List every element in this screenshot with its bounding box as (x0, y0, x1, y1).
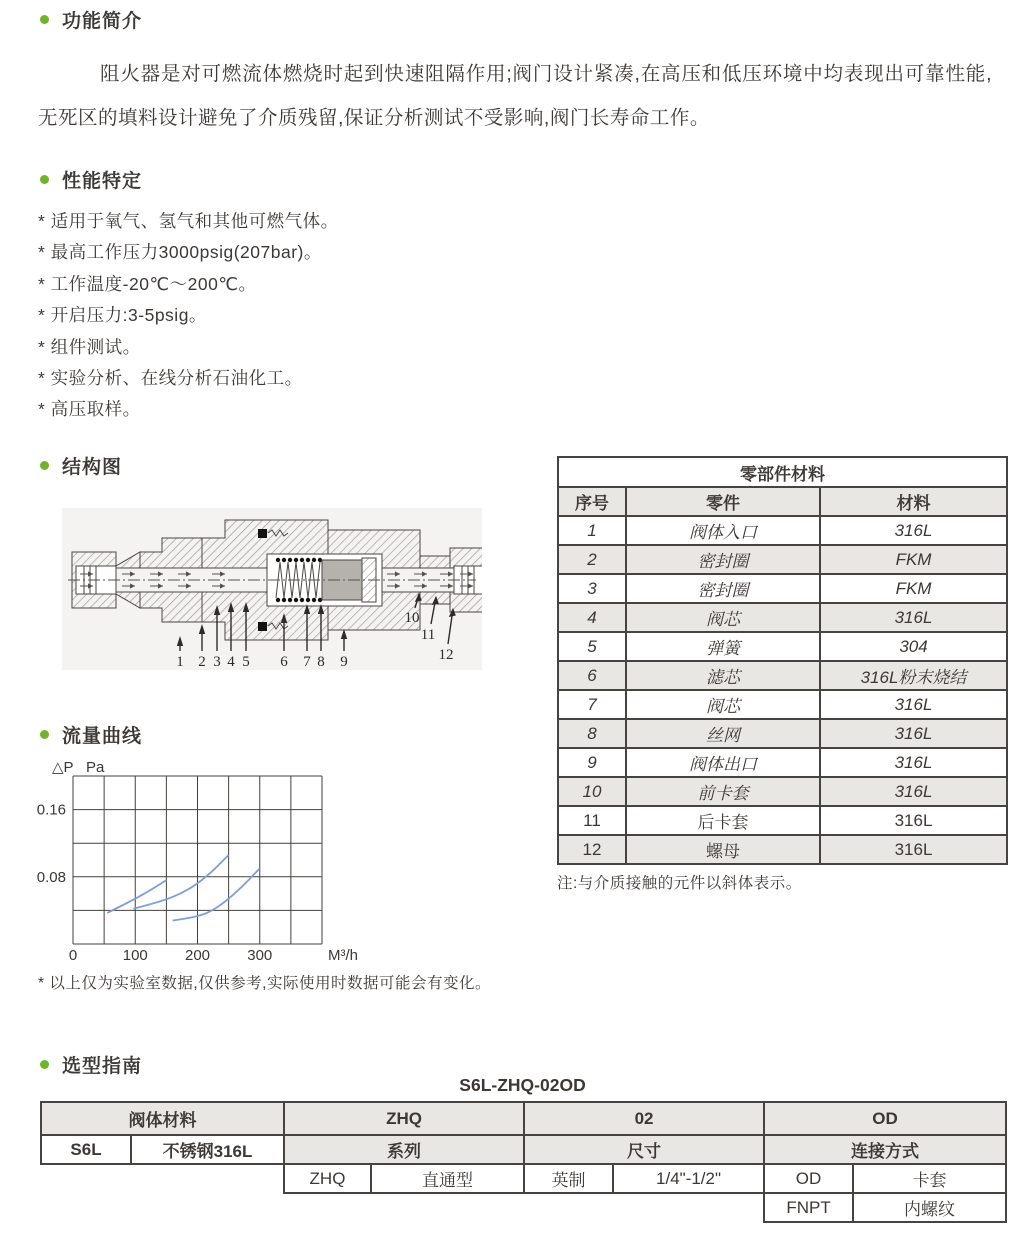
intro-paragraph: 阻火器是对可燃流体燃烧时起到快速阻隔作用;阀门设计紧凑,在高压和低压环境中均表现出可靠性能,无死区的填料设计避免了介质残留,保证分析测试不受影响,阀门长寿命工作。 (38, 63, 992, 129)
flow-curve-chart (28, 754, 373, 971)
structure-diagram (62, 508, 482, 675)
x-tick-label: 0 (68, 947, 78, 964)
part-material: 316L (820, 835, 1007, 864)
part-name: 密封圈 (626, 545, 820, 574)
part-material: 316L粉末烧结 (820, 661, 1007, 690)
section-flowcurve-title: 流量曲线 (62, 726, 143, 747)
part-material: 316L (820, 603, 1007, 632)
svg-text:2: 2 (198, 654, 206, 670)
svg-text:10: 10 (404, 610, 420, 626)
part-no: 8 (558, 719, 626, 748)
feature-item: * 高压取样。 (38, 399, 141, 420)
section-selection-header (40, 1051, 142, 1078)
part-no: 10 (558, 777, 626, 806)
part-no: 5 (558, 632, 626, 661)
column-header: 零件 (626, 487, 820, 516)
parts-material-table (557, 456, 1008, 865)
part-material: 316L (820, 748, 1007, 777)
feature-list (38, 206, 339, 426)
part-name: 丝网 (626, 719, 820, 748)
size-label: 尺寸 (524, 1135, 764, 1164)
part-no: 11 (558, 806, 626, 835)
feature-item: * 工作温度-20℃～200℃。 (38, 273, 257, 294)
part-name: 滤芯 (626, 661, 820, 690)
svg-text:7: 7 (303, 654, 311, 670)
selection-guide-table (40, 1101, 1007, 1223)
parts-table-title: 零部件材料 (558, 457, 1007, 487)
y-axis-symbol: △P (52, 759, 74, 776)
section-features-header (40, 166, 142, 193)
empty-cell (41, 1164, 284, 1193)
x-axis-unit: M³/h (328, 947, 358, 964)
part-name: 前卡套 (626, 777, 820, 806)
series-label: 系列 (284, 1135, 524, 1164)
part-material: 316L (820, 719, 1007, 748)
part-name: 阀体出口 (626, 748, 820, 777)
flow-curve (133, 855, 228, 909)
feature-item: * 开启压力:3-5psig。 (38, 305, 207, 326)
part-no: 9 (558, 748, 626, 777)
part-name: 密封圈 (626, 574, 820, 603)
svg-text:4: 4 (227, 654, 235, 670)
svg-text:1: 1 (176, 654, 184, 670)
part-no: 3 (558, 574, 626, 603)
part-no: 4 (558, 603, 626, 632)
part-no: 1 (558, 516, 626, 545)
svg-text:5: 5 (242, 654, 250, 670)
bullet-icon (40, 730, 49, 739)
section-structure-title: 结构图 (62, 457, 123, 478)
section-intro-header (40, 6, 142, 33)
series-value: 直通型 (371, 1164, 524, 1193)
part-name: 螺母 (626, 835, 820, 864)
section-selection-title: 选型指南 (62, 1056, 143, 1077)
column-header: 材料 (820, 487, 1007, 516)
section-structure-header (40, 452, 122, 479)
feature-item: * 实验分析、在线分析石油化工。 (38, 368, 303, 389)
x-tick-label: 200 (184, 947, 211, 964)
part-name: 阀芯 (626, 603, 820, 632)
feature-item: * 最高工作压力3000psig(207bar)。 (38, 242, 322, 263)
part-name: 弹簧 (626, 632, 820, 661)
part-no: 6 (558, 661, 626, 690)
bullet-icon (40, 15, 49, 24)
feature-item: * 组件测试。 (38, 336, 141, 357)
x-tick-label: 300 (247, 947, 273, 964)
part-name: 阀体入口 (626, 516, 820, 545)
section-flowcurve-header (40, 721, 142, 748)
parts-table-note: 注:与介质接触的元件以斜体表示。 (557, 875, 802, 892)
section-features-title: 性能特定 (62, 171, 143, 192)
svg-text:12: 12 (438, 647, 454, 663)
valve-cross-section-drawing (62, 508, 482, 670)
bullet-icon (40, 1060, 49, 1069)
part-material: FKM (820, 574, 1007, 603)
flow-curve-plot (28, 754, 373, 966)
size-code: 英制 (524, 1164, 613, 1193)
x-tick-label: 100 (122, 947, 148, 964)
part-name: 后卡套 (626, 806, 820, 835)
part-no: 7 (558, 690, 626, 719)
svg-text:11: 11 (420, 627, 436, 643)
y-tick-label: 0.08 (36, 868, 66, 886)
part-material: 316L (820, 806, 1007, 835)
connection-label: 连接方式 (764, 1135, 1006, 1164)
group-header-series-code: ZHQ (284, 1102, 524, 1135)
group-header-body-material: 阀体材料 (41, 1102, 284, 1135)
model-code: S6L-ZHQ-02OD (459, 1075, 586, 1095)
connection-value: 卡套 (853, 1164, 1006, 1193)
part-no: 2 (558, 545, 626, 574)
connection-code: FNPT (764, 1193, 853, 1222)
body-material-value: 不锈钢316L (131, 1135, 284, 1164)
body-material-code: S6L (41, 1135, 131, 1164)
flow-curve (173, 868, 260, 920)
svg-text:3: 3 (213, 654, 221, 670)
part-material: FKM (820, 545, 1007, 574)
part-name: 阀芯 (626, 690, 820, 719)
empty-cell (41, 1193, 764, 1222)
part-material: 316L (820, 777, 1007, 806)
y-tick-label: 0.16 (36, 801, 66, 819)
svg-text:6: 6 (280, 654, 288, 670)
connection-code: OD (764, 1164, 853, 1193)
size-value: 1/4"-1/2" (613, 1164, 764, 1193)
feature-item: * 适用于氧气、氢气和其他可燃气体。 (38, 211, 339, 231)
bullet-icon (40, 461, 49, 470)
group-header-connection-code: OD (764, 1102, 1006, 1135)
connection-value: 内螺纹 (853, 1193, 1006, 1222)
part-no: 12 (558, 835, 626, 864)
bullet-icon (40, 175, 49, 184)
section-intro-title: 功能简介 (62, 11, 143, 32)
part-material: 316L (820, 516, 1007, 545)
svg-text:9: 9 (340, 654, 348, 670)
y-axis-unit: Pa (86, 759, 105, 776)
column-header: 序号 (558, 487, 626, 516)
part-material: 316L (820, 690, 1007, 719)
series-code: ZHQ (284, 1164, 371, 1193)
part-material: 304 (820, 632, 1007, 661)
svg-text:8: 8 (317, 654, 325, 670)
group-header-size-code: 02 (524, 1102, 764, 1135)
chart-footnote: * 以上仅为实验室数据,仅供参考,实际使用时数据可能会有变化。 (38, 975, 491, 992)
